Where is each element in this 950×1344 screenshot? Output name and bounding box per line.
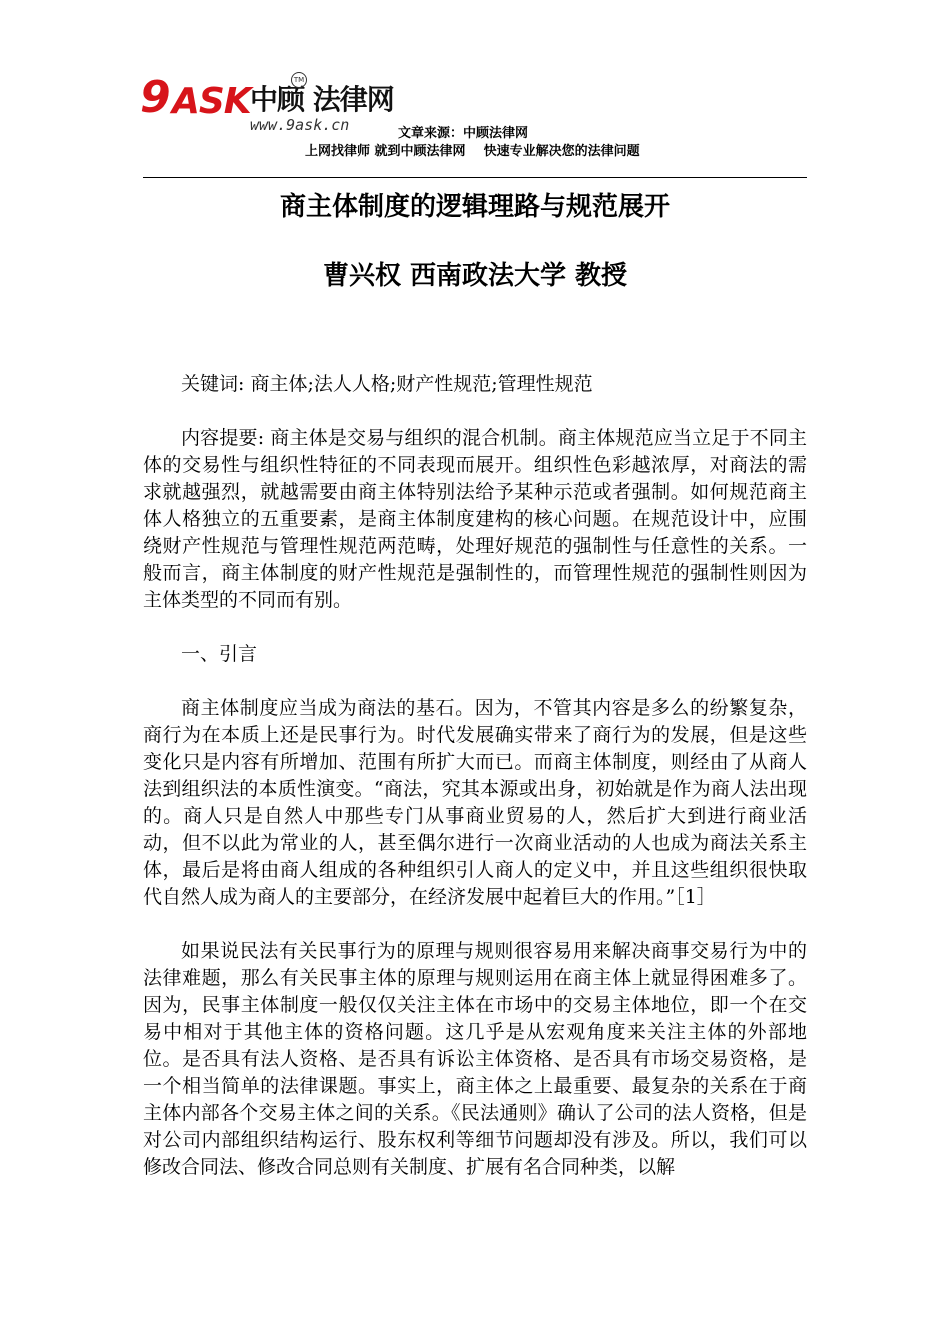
paragraph-1: 商主体制度应当成为商法的基石。因为，不管其内容是多么的纷繁复杂，商行为在本质上还是民事行为。时代发展确实带来了商行为的发展，但是这些变化只是内容有所增加、范围有所扩大而已。而商主体制度，则经由了从商人法到组织法的本质性演变。“商法，究其本源或出身，初始就是作为商人法出现的。商人只是自然人中那些专门从事商业贸易的人，然后扩大到进行商业活动，但不以此为常业的人，甚至偶尔进行一次商业活动的人也成为商法关系主体，最后是将由商人组成的各种组织引人商人的定义中，并且这些组织很快取代自然人成为商人的主要部分，在经济发展中起着巨大的作用。”［1］ [143, 697, 807, 908]
abstract: 内容提要: 商主体是交易与组织的混合机制。商主体规范应当立足于不同主体的交易性与组织性特征的不同表现而展开。组织性色彩越浓厚，对商法的需求就越强烈，就越需要由商主体特别法给予某种示范或者强制。如何规范商主体人格独立的五重要素，是商主体制度建构的核心问题。在规范设计中，应围绕财产性规范与管理性规范两范畴，处理好规范的强制性与任意性的关系。一般而言，商主体制度的财产性规范是强制性的，而管理性规范的强制性则因为主体类型的不同而有别。 [143, 427, 807, 611]
logo-chinese-name: 中顾 法律网 [250, 83, 394, 116]
trademark-icon: TM [291, 72, 307, 88]
article-title: 商主体制度的逻辑理路与规范展开 [279, 192, 670, 222]
section-heading: 一、引言 [181, 643, 258, 665]
site-tagline: 上网找律师 就到中顾法律网 快速专业解决您的法律问题 [305, 144, 640, 159]
keywords: 关键词: 商主体;法人人格;财产性规范;管理性规范 [181, 373, 593, 395]
site-logo[interactable] [140, 72, 400, 144]
logo-url: www.9ask.cn [250, 116, 350, 134]
article-author: 曹兴权 西南政法大学 教授 [322, 261, 628, 291]
logo-ask: ASK [172, 81, 251, 122]
logo-nine: 9 [140, 72, 171, 123]
paragraph-2: 如果说民法有关民事行为的原理与规则很容易用来解决商事交易行为中的法律难题，那么有关民事主体的原理与规则运用在商主体上就显得困难多了。因为，民事主体制度一般仅仅关注主体在市场中的交易主体地位，即一个在交易中相对于其他主体的资格问题。这几乎是从宏观角度来关注主体的外部地位。是否具有法人资格、是否具有诉讼主体资格、是否具有市场交易资格，是一个相当简单的法律课题。事实上，商主体之上最重要、最复杂的关系在于商主体内部各个交易主体之间的关系。《民法通则》确认了公司的法人资格，但是对公司内部组织结构运行、股东权利等细节问题却没有涉及。所以，我们可以修改合同法、修改合同总则有关制度、扩展有名合同种类，以解 [143, 940, 807, 1178]
article-source: 文章来源：中顾法律网 [398, 126, 529, 141]
header-divider [143, 177, 807, 178]
article-body [143, 371, 807, 1208]
